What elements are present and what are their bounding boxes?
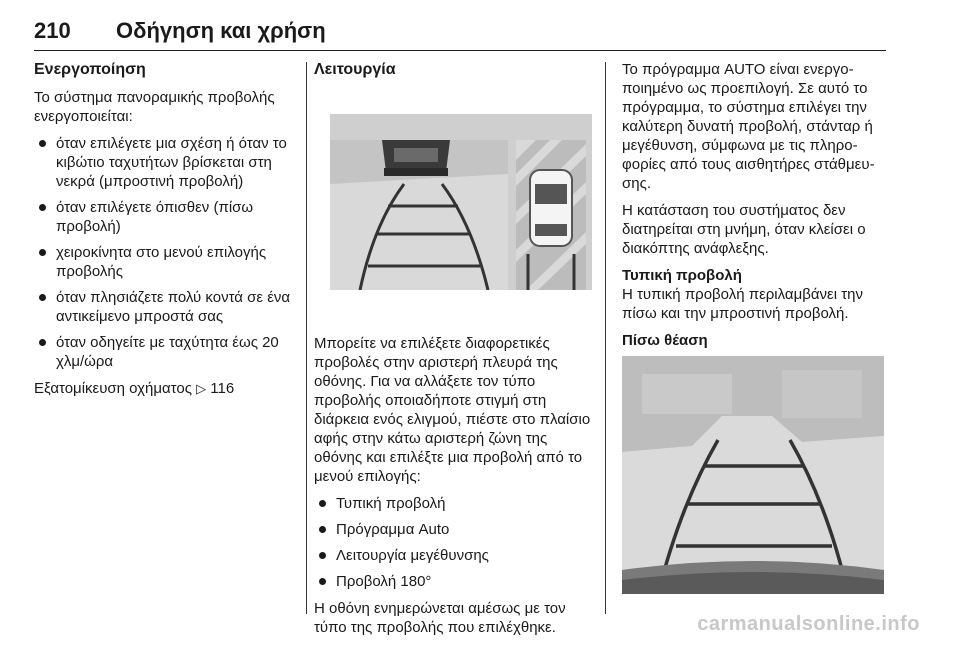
list-item: Λειτουργία μεγέθυνσης bbox=[314, 546, 594, 565]
activation-list bbox=[34, 134, 298, 371]
list-item: Πρόγραμμα Auto bbox=[314, 520, 594, 539]
subheading-standard-view: Τυπική προβολή bbox=[622, 267, 742, 284]
activation-intro: Το σύστημα πανοραμικής προβολής ενεργοποιείται: bbox=[34, 89, 275, 125]
split-view-camera-figure bbox=[330, 114, 592, 290]
list-item: χειροκίνητα στο μενού επιλογής προβολής bbox=[34, 243, 298, 281]
subheading-rear-view: Πίσω θέαση bbox=[622, 332, 708, 349]
list-item: Τυπική προβολή bbox=[314, 494, 594, 513]
page-number: 210 bbox=[34, 18, 71, 43]
reference-text: Εξατομίκευση οχήματος bbox=[34, 380, 192, 397]
watermark: carmanualsonline.info bbox=[697, 613, 920, 635]
list-item: όταν πλησιάζετε πολύ κοντά σε ένα αντικείμενο μπροστά σας bbox=[34, 288, 298, 326]
page-header bbox=[34, 8, 886, 51]
operation-paragraph: Μπορείτε να επιλέξετε διαφορετικές προβολές στην αριστερή πλευρά της οθόνης. Για να αλλάξετε τον τύπο προβολής οποιαδήποτε στιγμή στη διάρκεια ενός ελιγμού, πιέστε στο πλαίσιο αφής στην κάτω αριστερή ζώνη της οθόνης και επιλέξτε μια προβολή από το μενού επιλογής: bbox=[314, 335, 591, 485]
arrow-right-icon: ▷ bbox=[196, 381, 207, 396]
column-operation bbox=[314, 60, 594, 645]
list-item: όταν οδηγείτε με ταχύτητα έως 20 χλμ/ώρα bbox=[34, 333, 298, 371]
standard-view-text: Η τυπική προβολή περιλαμβάνει την πίσω και την μπροστινή προβολή. bbox=[622, 286, 863, 322]
section-heading-activation: Ενεργοποίηση bbox=[34, 61, 146, 78]
column-activation bbox=[34, 60, 298, 406]
auto-program-paragraph: Το πρόγραμμα AUTO είναι ενεργοποιημένο ως προεπιλογή. Σε αυτό το πρόγραμμα, το σύστημα επιλέγει την καλύτερη δυνατή προβολή, στάνταρ ή μεγέθυνση, σύμφωνα με τις πληροφορίες από τους αισθητήρες στάθμευσης. bbox=[622, 61, 875, 192]
column-divider bbox=[605, 62, 606, 614]
list-item: όταν επιλέγετε όπισθεν (πίσω προβολή) bbox=[34, 198, 298, 236]
section-heading-operation: Λειτουργία bbox=[314, 61, 396, 78]
column-divider bbox=[306, 62, 307, 614]
memory-paragraph: Η κατάσταση του συστήματος δεν διατηρείται στη μνήμη, όταν κλείσει ο διακόπτης ανάφλεξης. bbox=[622, 202, 866, 257]
chapter-title: Οδήγηση και χρήση bbox=[116, 18, 326, 43]
list-item: Προβολή 180° bbox=[314, 572, 594, 591]
cross-reference[interactable] bbox=[34, 379, 298, 398]
view-options-list bbox=[314, 494, 594, 591]
operation-closing: Η οθόνη ενημερώνεται αμέσως με τον τύπο της προβολής που επιλέχθηκε. bbox=[314, 600, 566, 636]
list-item: όταν επιλέγετε μια σχέση ή όταν το κιβώτιο ταχυτήτων βρίσκεται στη νεκρά (μπροστινή προβολή) bbox=[34, 134, 298, 191]
reference-page: 116 bbox=[210, 380, 235, 397]
rear-view-camera-figure bbox=[622, 356, 884, 594]
column-auto-program bbox=[622, 60, 892, 594]
